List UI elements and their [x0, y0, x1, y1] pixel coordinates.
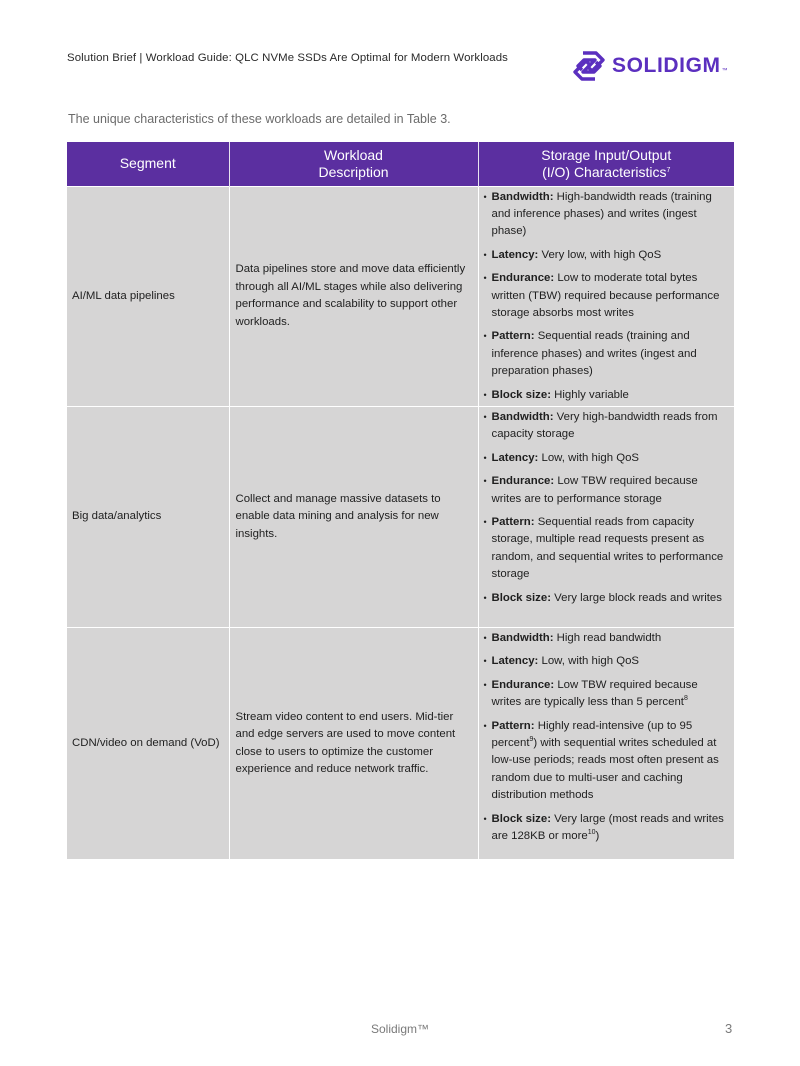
list-item: • Endurance: Low TBW required because writes are typically less than 5 percent$^8$ — [484, 677, 729, 712]
description-cell: Collect and manage massive datasets to enable data mining and analysis for new insights. — [229, 406, 478, 627]
list-item: • Latency: Very low, with high QoS — [484, 247, 729, 264]
table-header-row — [67, 142, 734, 186]
list-item: • Pattern: Sequential reads from capacity storage, multiple read requests present as random, and sequential writes to performance storage — [484, 514, 729, 584]
column-header-segment: Segment — [67, 142, 229, 186]
list-item: • Block size: Highly variable — [484, 387, 729, 404]
list-item: • Latency: Low, with high QoS — [484, 450, 729, 467]
footnote-ref: 10 — [587, 829, 596, 837]
list-item: • Pattern: Sequential reads (training and inference phases) and writes (ingest and preparation phases) — [484, 328, 729, 380]
solidigm-logo-mark-icon — [572, 50, 606, 82]
list-item: • Bandwidth: High read bandwidth — [484, 630, 729, 647]
footer-brand: Solidigm™ — [370, 1022, 430, 1036]
io-characteristics-cell — [478, 406, 734, 627]
description-cell: Stream video content to end users. Mid-tier and edge servers are used to move content close to users to optimize the customer experience and reduce network traffic. — [229, 627, 478, 859]
list-item: • Latency: Low, with high QoS — [484, 653, 729, 670]
logo-trademark: ™ — [721, 68, 728, 74]
table-row — [67, 627, 734, 859]
document-header-title: Solution Brief | Workload Guide: QLC NVMe SSDs Are Optimal for Modern Workloads — [67, 52, 508, 64]
io-characteristics-cell — [478, 186, 734, 406]
segment-cell: Big data/analytics — [67, 406, 229, 627]
intro-paragraph: The unique characteristics of these workloads are detailed in Table 3. — [68, 112, 451, 126]
table-row — [67, 186, 734, 406]
column-header-workload-description: Workload Description — [229, 142, 478, 186]
list-item: • Bandwidth: Very high-bandwidth reads from capacity storage — [484, 409, 729, 444]
io-characteristics-cell — [478, 627, 734, 859]
list-item: • Block size: Very large block reads and writes — [484, 590, 729, 607]
description-cell: Data pipelines store and move data efficiently through all AI/ML stages while also delivering performance and scalability to support other workloads. — [229, 186, 478, 406]
workload-characteristics-table — [67, 142, 734, 859]
list-item: • Pattern: Highly read-intensive (up to 95 percent$^9$) with sequential writes scheduled at low-use periods; reads most often present as random due to multi-user and caching distribution methods — [484, 718, 729, 805]
list-item: • Endurance: Low to moderate total bytes written (TBW) required because performance storage absorbs most writes — [484, 270, 729, 322]
column-header-io-characteristics: Storage Input/Output (I/O) Characteristics$^7$ — [478, 142, 734, 186]
segment-cell: CDN/video on demand (VoD) — [67, 627, 229, 859]
list-item: • Bandwidth: High-bandwidth reads (training and inference phases) and writes (ingest phase) — [484, 189, 729, 241]
table-row — [67, 406, 734, 627]
footnote-ref: 8 — [683, 695, 688, 703]
footnote-ref: 9 — [529, 736, 534, 743]
solidigm-logo — [572, 49, 728, 83]
list-item: • Block size: Very large (most reads and writes are 128KB or more$^{10}$) — [484, 811, 729, 846]
logo-wordmark: SOLIDIGM — [612, 54, 721, 77]
page-number: 3 — [725, 1021, 733, 1036]
list-item: • Endurance: Low TBW required because writes are to performance storage — [484, 473, 729, 508]
segment-cell: AI/ML data pipelines — [67, 186, 229, 406]
